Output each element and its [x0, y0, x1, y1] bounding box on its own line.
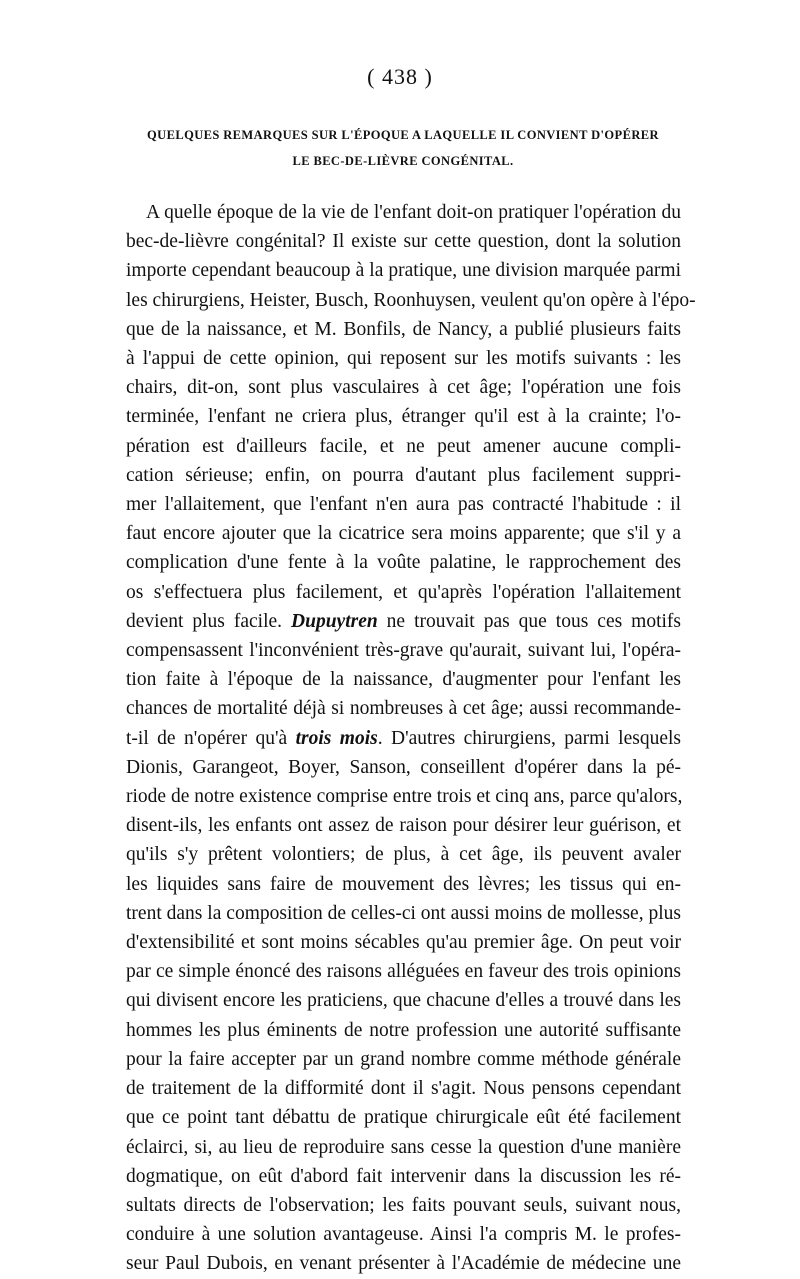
text-line: Dionis, Garangeot, Boyer, Sanson, conseillent d'opérer dans la pé-: [126, 756, 681, 778]
text-line: trent dans la composition de celles-ci ont aussi moins de mollesse, plus: [126, 902, 681, 924]
text-line: bec-de-lièvre congénital? Il existe sur cette question, dont la solution: [126, 231, 681, 253]
text-line: tion faite à l'époque de la naissance, d'augmenter pour l'enfant les: [126, 669, 681, 691]
text-line: pour la faire accepter par un grand nombre comme méthode générale: [126, 1048, 681, 1070]
text-line: A quelle époque de la vie de l'enfant doit-on pratiquer l'opération du: [146, 202, 681, 223]
text-line: d'extensibilité et sont moins sécables qu'au premier âge. On peut voir: [126, 932, 681, 954]
text-line: qui divisent encore les praticiens, que chacune d'elles a trouvé dans les: [126, 990, 681, 1012]
text-line: pération est d'ailleurs facile, et ne peut amener aucune compli-: [126, 435, 681, 457]
emphasis-text: trois mois: [295, 727, 378, 749]
text-line: compensassent l'inconvénient très-grave qu'aurait, suivant lui, l'opéra-: [126, 640, 681, 662]
text-line: hommes les plus éminents de notre profession une autorité suffisante: [126, 1019, 681, 1041]
text-line: les liquides sans faire de mouvement des lèvres; les tissus qui en-: [126, 873, 681, 895]
text-line: riode de notre existence comprise entre trois et cinq ans, parce qu'alors,: [126, 786, 683, 808]
body-text: [126, 198, 696, 1279]
text-line: dogmatique, on eût d'abord fait intervenir dans la discussion les ré-: [126, 1165, 681, 1187]
text-line: disent-ils, les enfants ont assez de raison pour désirer leur guérison, et: [126, 815, 681, 837]
text-line: que ce point tant débattu de pratique chirurgicale eût été facilement: [126, 1107, 681, 1129]
text-line: chairs, dit-on, sont plus vasculaires à cet âge; l'opération une fois: [126, 377, 681, 399]
text-line: t-il de n'opérer qu'à trois mois. D'autres chirurgiens, parmi lesquels: [126, 727, 682, 749]
heading-line: LE BEC-DE-LIÈVRE CONGÉNITAL.: [292, 154, 514, 168]
text-line: complication d'une fente à la voûte palatine, le rapprochement des: [126, 552, 681, 574]
text-line: faut encore ajouter que la cicatrice sera moins apparente; que s'il y a: [126, 523, 681, 545]
text-line: à l'appui de cette opinion, qui reposent sur les motifs suivants : les: [126, 348, 681, 370]
text-line: par ce simple énoncé des raisons alléguées en faveur des trois opinions: [126, 961, 681, 983]
text-line: seur Paul Dubois, en venant présenter à l'Académie de médecine une: [126, 1253, 681, 1275]
section-heading: [118, 122, 688, 174]
text-line: os s'effectuera plus facilement, et qu'après l'opération l'allaitement: [126, 581, 681, 603]
text-line: conduire à une solution avantageuse. Ainsi l'a compris M. le profes-: [126, 1224, 681, 1246]
text-line: chances de mortalité déjà si nombreuses à cet âge; aussi recommande-: [126, 698, 681, 720]
text-line: que de la naissance, et M. Bonfils, de Nancy, a publié plusieurs faits: [126, 318, 681, 340]
heading-line: QUELQUES REMARQUES SUR L'ÉPOQUE A LAQUELLE IL CONVIENT D'OPÉRER: [147, 128, 659, 142]
text-line: qu'ils s'y prêtent volontiers; de plus, à cet âge, ils peuvent avaler: [126, 844, 681, 866]
text-line: sultats directs de l'observation; les faits pouvant seuls, suivant nous,: [126, 1194, 681, 1216]
text-line: mer l'allaitement, que l'enfant n'en aura pas contracté l'habitude : il: [126, 494, 681, 516]
text-line: les chirurgiens, Heister, Busch, Roonhuysen, veulent qu'on opère à l'épo-: [126, 289, 696, 311]
text-line: terminée, l'enfant ne criera plus, étranger qu'il est à la crainte; l'o-: [126, 406, 681, 428]
text-line: éclairci, si, au lieu de reproduire sans cesse la question d'une manière: [126, 1136, 681, 1158]
text-line: devient plus facile. Dupuytren ne trouvait pas que tous ces motifs: [126, 610, 681, 632]
text-line: importe cependant beaucoup à la pratique, une division marquée parmi: [126, 260, 681, 282]
text-line: de traitement de la difformité dont il s'agit. Nous pensons cependant: [126, 1078, 681, 1100]
page-number: ( 438 ): [367, 64, 433, 89]
text-line: cation sérieuse; enfin, on pourra d'autant plus facilement suppri-: [126, 464, 681, 486]
emphasis-text: Dupuytren: [291, 610, 378, 632]
